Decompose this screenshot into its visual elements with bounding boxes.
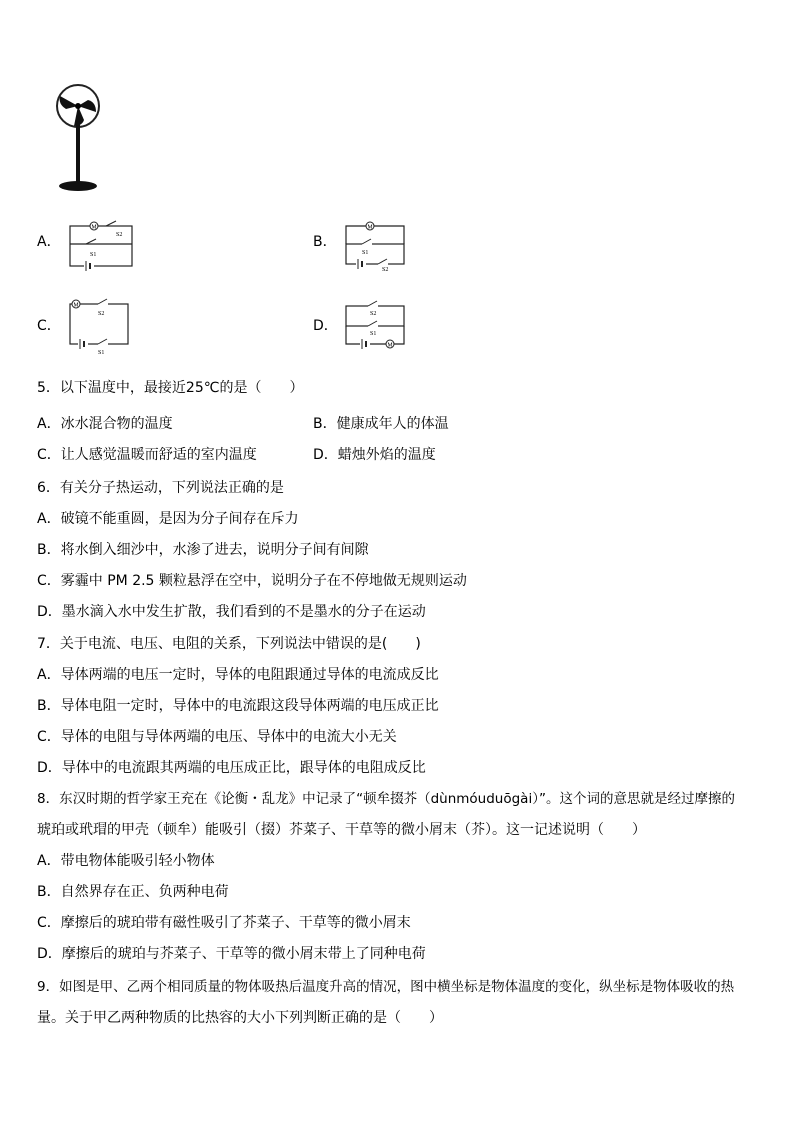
question-7-option-b[interactable]: B．导体电阻一定时，导体中的电流跟这段导体两端的电压成正比 [37,698,439,714]
circuit-diagram-a[interactable] [64,216,138,272]
question-6-option-b[interactable]: B．将水倒入细沙中，水渗了进去，说明分子间有间隙 [37,542,369,558]
electric-fan-image [52,82,104,194]
question-6-option-a[interactable]: A．破镜不能重圆，是因为分子间存在斥力 [37,511,299,527]
question-8-option-b[interactable]: B．自然界存在正、负两种电荷 [37,884,229,900]
question-6-stem: 6．有关分子热运动，下列说法正确的是 [37,480,284,496]
switch-s1-label-b: S1 [362,250,369,256]
motor-symbol-d: M [387,342,393,349]
question-8-stem-line-2: 琥珀或玳瑁的甲壳（顿牟）能吸引（掇）芥菜子、干草等的微小屑末（芥）。这一记述说明（ ） [37,822,646,838]
circuit-diagram-c[interactable] [64,296,134,356]
question-5-option-d[interactable]: D．蜡烛外焰的温度 [313,447,436,463]
motor-symbol-b: M [367,224,373,231]
switch-s1-label-d: S1 [370,331,377,337]
question-7-option-a[interactable]: A．导体两端的电压一定时，导体的电阻跟通过导体的电流成反比 [37,667,439,683]
switch-s2-label-a: S2 [116,232,123,238]
circuit-diagram-b[interactable] [340,216,410,272]
question-5-option-c[interactable]: C．让人感觉温暖而舒适的室内温度 [37,447,257,463]
option-a-label[interactable]: A． [37,234,61,250]
question-8-option-c[interactable]: C．摩擦后的琥珀带有磁性吸引了芥菜子、干草等的微小屑末 [37,915,411,931]
switch-s2-label-b: S2 [382,267,389,272]
switch-s1-label-a: S1 [90,252,97,258]
question-7-option-d[interactable]: D．导体中的电流跟其两端的电压成正比，跟导体的电阻成反比 [37,760,426,776]
question-8-stem-line-1: 8．东汉时期的哲学家王充在《论衡・乱龙》中记录了“顿牟掇芥（dùnmóuduōgài）”。这个词的意思就是经过摩擦的 [37,791,735,807]
question-6-option-c[interactable]: C．雾霾中 PM 2.5 颗粒悬浮在空中，说明分子在不停地做无规则运动 [37,573,467,589]
switch-s2-label-d: S2 [370,311,377,317]
option-b-label[interactable]: B． [313,234,337,250]
motor-symbol-a: M [91,224,97,231]
question-6-option-d[interactable]: D．墨水滴入水中发生扩散，我们看到的不是墨水的分子在运动 [37,604,426,620]
switch-s2-label-c: S2 [98,311,105,317]
option-d-label[interactable]: D． [313,318,338,334]
question-7-option-c[interactable]: C．导体的电阻与导体两端的电压、导体中的电流大小无关 [37,729,397,745]
option-c-label[interactable]: C． [37,318,61,334]
circuit-diagram-d[interactable] [340,296,410,356]
question-8-option-d[interactable]: D．摩擦后的琥珀与芥菜子、干草等的微小屑末带上了同种电荷 [37,946,426,962]
switch-s1-label-c: S1 [98,350,105,356]
question-5-option-a[interactable]: A．冰水混合物的温度 [37,416,173,432]
question-7-stem: 7．关于电流、电压、电阻的关系，下列说法中错误的是( ) [37,636,421,652]
question-5-option-b[interactable]: B．健康成年人的体温 [313,416,449,432]
motor-symbol-c: M [73,302,79,309]
question-9-stem-line-2: 量。关于甲乙两种物质的比热容的大小下列判断正确的是（ ） [37,1010,443,1026]
question-5-stem: 5．以下温度中，最接近25℃的是（ ） [37,380,304,396]
question-8-option-a[interactable]: A．带电物体能吸引轻小物体 [37,853,215,869]
question-9-stem-line-1: 9．如图是甲、乙两个相同质量的物体吸热后温度升高的情况，图中横坐标是物体温度的变化，纵坐标是物体吸收的热 [37,979,735,995]
